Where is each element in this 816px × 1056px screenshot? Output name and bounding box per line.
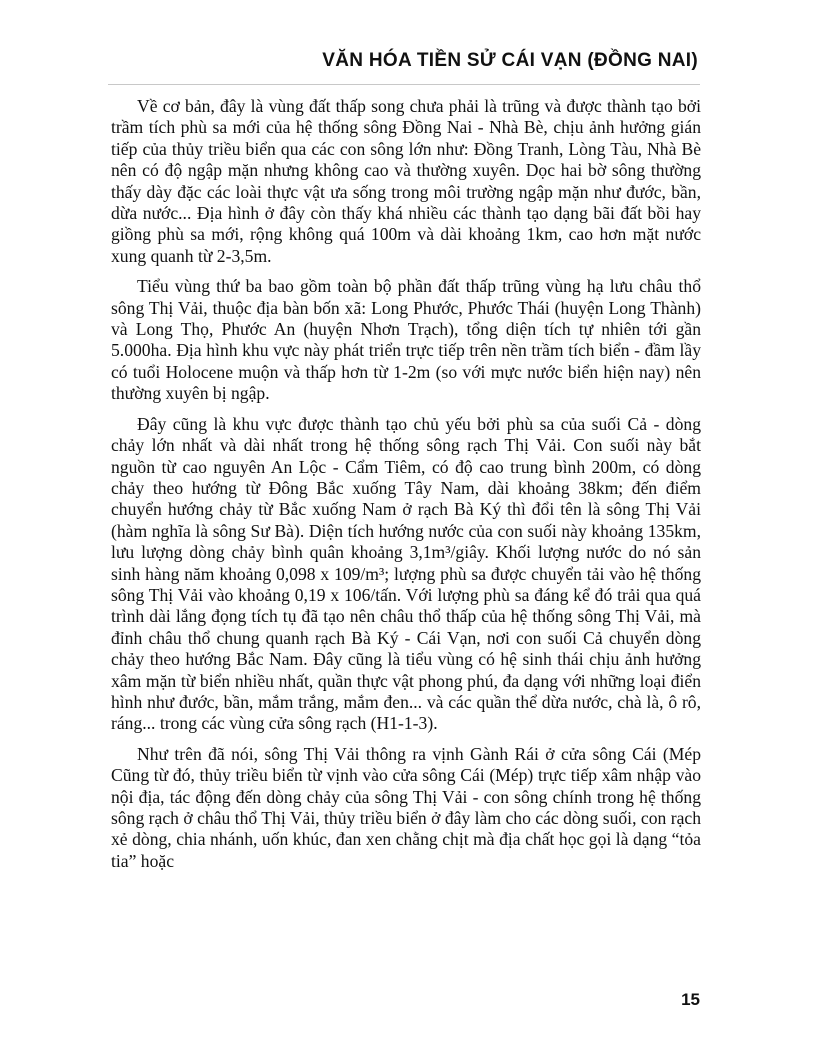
paragraph-4: Như trên đã nói, sông Thị Vải thông ra vịnh Gành Rái ở cửa sông Cái (Mép Cũng từ đó, thủy triều biển từ vịnh vào cửa sông Cái (Mép) trực tiếp xâm nhập vào nội địa, tác động đến dòng chảy của sông Thị Vải - con sông chính trong hệ thống sông rạch ở châu thổ Thị Vải, thủy triều biển ở đây làm cho các dòng suối, con rạch xẻ dòng, chia nhánh, uốn khúc, đan xen chằng chịt mà địa chất học gọi là dạng “tỏa tia” hoặc: [111, 743, 701, 871]
paragraph-2: Tiểu vùng thứ ba bao gồm toàn bộ phần đất thấp trũng vùng hạ lưu châu thổ sông Thị Vải, thuộc địa bàn bốn xã: Long Phước, Phước Thái (huyện Long Thành) và Long Thọ, Phước An (huyện Nhơn Trạch), tổng diện tích tự nhiên tới gần 5.000ha. Địa hình khu vực này phát triển trực tiếp trên nền trầm tích biển - đầm lầy có tuổi Holocene muộn và thấp hơn từ 1-2m (so với mực nước biển hiện nay) nên thường xuyên bị ngập.: [111, 276, 701, 404]
running-header: VĂN HÓA TIỀN SỬ CÁI VẠN (ĐỒNG NAI): [322, 50, 698, 71]
header-rule: [108, 84, 700, 85]
paragraph-3: Đây cũng là khu vực được thành tạo chủ yếu bởi phù sa của suối Cả - dòng chảy lớn nhất và dài nhất trong hệ thống sông rạch Thị Vải. Con suối này bắt nguồn từ cao nguyên An Lộc - Cẩm Tiêm, có độ cao trung bình 200m, có dòng chảy theo hướng từ Đông Bắc xuống Tây Nam, dài khoảng 38km; đến điểm chuyển hướng chảy từ Bắc xuống Nam ở rạch Bà Ký thì đổi tên là sông Thị Vải (hàm nghĩa là sông Sư Bà). Diện tích hướng nước của con suối này khoảng 135km, lưu lượng dòng chảy bình quân khoảng 3,1m³/giây. Khối lượng nước do nó sản sinh hàng năm khoảng 0,098 x 109/m³; lượng phù sa được chuyển tải vào hệ thống sông Thị Vải vào khoảng 0,19 x 106/tấn. Với lượng phù sa đáng kể đó trải qua quá trình dài lắng đọng tích tụ đã tạo nên châu thổ thấp của hệ thống sông Thị Vải, mà đỉnh châu thổ chung quanh rạch Bà Ký - Cái Vạn, nơi con suối Cả chuyển dòng chảy theo hướng Bắc Nam. Đây cũng là tiểu vùng có hệ sinh thái chịu ảnh hưởng xâm mặn từ biển nhiều nhất, quần thực vật phong phú, đa dạng với những loại điển hình như đước, bần, mắm trắng, mắm đen... và các quần thể dừa nước, chà là, ô rô, ráng... trong các vùng cửa sông rạch (H1-1-3).: [111, 413, 701, 734]
body-text: [111, 96, 701, 872]
paragraph-1: Về cơ bản, đây là vùng đất thấp song chưa phải là trũng và được thành tạo bởi trầm tích phù sa mới của hệ thống sông Đồng Nai - Nhà Bè, chịu ảnh hưởng gián tiếp của thủy triều biển qua các con sông lớn như: Đồng Tranh, Lòng Tàu, Nhà Bè nên có độ ngập mặn nhưng không cao và thường xuyên. Dọc hai bờ sông thường thấy dày đặc các loài thực vật ưa sống trong môi trường ngập mặn như đước, bần, dừa nước... Địa hình ở đây còn thấy khá nhiều các thành tạo dạng bãi đất bồi hay giồng phù sa mới, rộng không quá 100m và dài khoảng 1km, cao hơn mặt nước xung quanh từ 2-3,5m.: [111, 96, 701, 266]
page-number: 15: [681, 990, 700, 1009]
